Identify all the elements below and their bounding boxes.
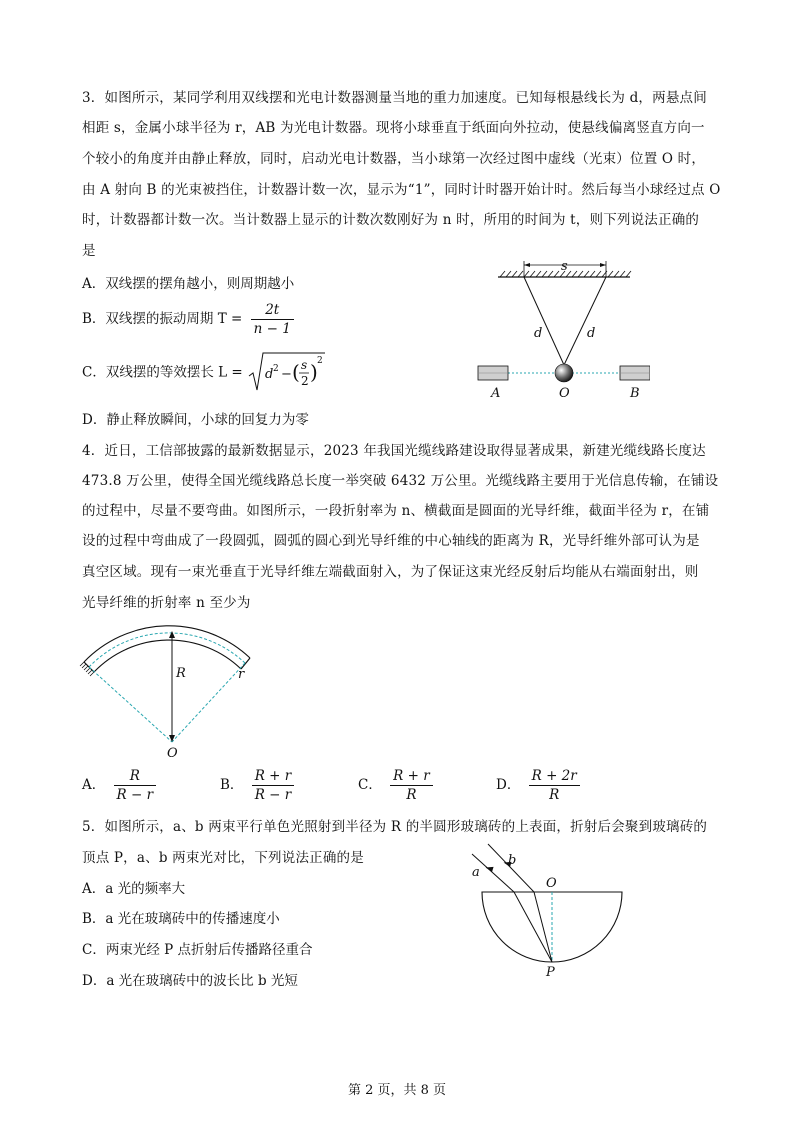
svg-text:2: 2 [273, 364, 279, 374]
svg-text:): ) [310, 360, 318, 384]
q4-line-3: 的过程中，尽量不要弯曲。如图所示，一段折射率为 n、横截面是圆面的光导纤维，截面半径为 r，在铺 [82, 503, 710, 519]
q4-option-a [82, 768, 156, 803]
q3-option-a: A．双线摆的摆角越小，则周期越小 [82, 276, 295, 292]
q3-line-4: 由 A 射向 B 的光束被挡住，计数器计数一次，显示为“1”，同时计时器开始计时。然后每当小球经过点 O [82, 182, 721, 198]
q3-label-B: B [630, 386, 640, 401]
q4-option-b-num: R + r [252, 768, 295, 786]
q3-line-5: 时，计数器都计数一次。当计数器上显示的计数次数刚好为 n 时，所用的时间为 t，则下列说法正确的 [82, 212, 700, 228]
q3-line-1: 3．如图所示，某同学利用双线摆和光电计数器测量当地的重力加速度。已知每根悬线长为 d，两悬点间 [82, 90, 707, 106]
q5-line-1: 5．如图所示，a、b 两束平行单色光照射到半径为 R 的半圆形玻璃砖的上表面，折射后会聚到玻璃砖的 [82, 819, 708, 835]
q5-glass-figure [470, 840, 640, 982]
q3-label-O: O [559, 386, 570, 401]
q5-option-b: B．a 光在玻璃砖中的传播速度小 [82, 911, 280, 927]
q5-option-a: A．a 光的频率大 [82, 881, 186, 897]
q3-label-s: s [561, 259, 568, 274]
q4-line-6: 光导纤维的折射率 n 至少为 [82, 595, 251, 611]
q3-line-3: 个较小的角度并由静止释放，同时，启动光电计数器，当小球第一次经过图中虚线（光束）位置 O 时， [82, 151, 706, 167]
q4-option-d-num: R + 2r [529, 768, 580, 786]
q4-line-5: 真空区域。现有一束光垂直于光导纤维左端截面射入，为了保证这束光经反射后均能从右端面射出，则 [82, 564, 699, 580]
q5-option-c: C．两束光经 P 点折射后传播路径重合 [82, 942, 313, 958]
q4-option-c [358, 768, 433, 803]
q4-option-b [220, 768, 294, 803]
q4-option-c-fraction [390, 768, 433, 803]
q3-line-6: 是 [82, 243, 96, 259]
q3-label-d-right: d [587, 326, 596, 341]
q4-label-O: O [167, 746, 178, 760]
svg-text:2: 2 [317, 356, 323, 366]
q4-option-d-label: D． [496, 777, 521, 793]
q4-line-2: 473.8 万公里，使得全国光缆线路总长度一举突破 6432 万公里。光缆线路主要用于光信息传输，在铺设 [82, 473, 719, 489]
q5-label-b: b [508, 853, 517, 868]
q3-option-c-formula [247, 350, 327, 396]
q3-option-b-denominator: n − 1 [253, 321, 291, 337]
q3-option-c [82, 350, 327, 396]
svg-text:(: ( [292, 360, 300, 384]
svg-text:2: 2 [301, 374, 309, 388]
svg-text:s: s [301, 358, 308, 372]
q4-line-4: 设的过程中弯曲成了一段圆弧，圆弧的圆心到光导纤维的中心轴线的距离为 R，光导纤维外部可认为是 [82, 533, 700, 549]
q4-label-r: r [238, 667, 245, 682]
q3-option-b [82, 302, 294, 337]
page-footer: 第 2 页，共 8 页 [347, 1083, 447, 1098]
q3-label-d-left: d [534, 326, 543, 341]
svg-text:−: − [281, 367, 292, 382]
q4-label-R: R [176, 666, 186, 681]
q3-option-b-numerator: 2t [251, 302, 294, 320]
q4-option-a-fraction [114, 768, 157, 803]
q5-label-a: a [472, 865, 480, 880]
q3-line-2: 相距 s，金属小球半径为 r，AB 为光电计数器。现将小球垂直于纸面向外拉动，使悬线偏离竖直方向一 [82, 120, 705, 136]
q5-label-P: P [546, 965, 555, 980]
q5-label-O: O [546, 876, 557, 891]
q5-line-2: 顶点 P，a、b 两束光对比，下列说法正确的是 [82, 850, 364, 866]
q4-option-b-den: R − r [254, 787, 292, 803]
q4-option-a-num: R [114, 768, 157, 786]
q4-fiber-figure [78, 620, 268, 760]
q3-label-A: A [491, 386, 501, 401]
q4-option-b-label: B． [220, 777, 244, 793]
q3-option-c-prefix: C．双线摆的等效摆长 L = [82, 364, 243, 381]
q5-option-d: D．a 光在玻璃砖中的波长比 b 光短 [82, 973, 298, 989]
q4-option-c-den: R [406, 787, 417, 803]
q4-option-c-num: R + r [390, 768, 433, 786]
q4-option-d [496, 768, 580, 803]
svg-text:d: d [265, 367, 274, 382]
q4-option-a-den: R − r [116, 787, 154, 803]
q4-line-1: 4．近日，工信部披露的最新数据显示，2023 年我国光缆线路建设取得显著成果，新建光缆线路长度达 [82, 443, 706, 459]
q3-option-b-fraction [251, 302, 294, 337]
q4-option-a-label: A． [82, 777, 106, 793]
q4-option-d-den: R [549, 787, 560, 803]
q4-option-b-fraction [252, 768, 295, 803]
q4-option-d-fraction [529, 768, 580, 803]
q4-option-c-label: C． [358, 777, 382, 793]
q3-option-b-prefix: B．双线摆的振动周期 T = [82, 311, 243, 327]
q3-pendulum-figure [470, 255, 650, 405]
q3-option-d: D．静止释放瞬间，小球的回复力为零 [82, 412, 309, 428]
